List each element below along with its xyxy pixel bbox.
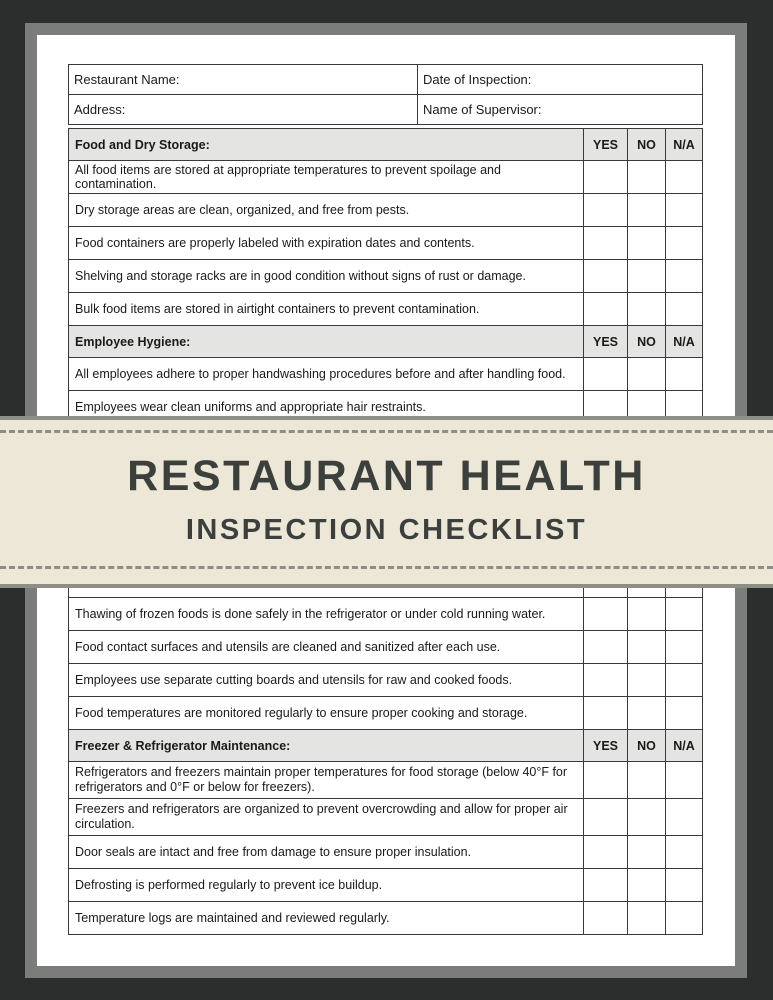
checklist-item-text: Food temperatures are monitored regularly to ensure proper cooking and storage. <box>69 697 584 730</box>
no-checkbox[interactable] <box>628 293 666 326</box>
checklist-item-text: Refrigerators and freezers maintain proper temperatures for food storage (below 40°F for refrigerators and 0°F or below for freezers). <box>69 762 584 799</box>
na-checkbox[interactable] <box>666 869 703 902</box>
na-checkbox[interactable] <box>666 836 703 869</box>
yes-header: YES <box>584 129 628 161</box>
na-checkbox[interactable] <box>666 194 703 227</box>
yes-checkbox[interactable] <box>584 194 628 227</box>
yes-checkbox[interactable] <box>584 664 628 697</box>
banner-dashed-line-bottom <box>0 566 773 569</box>
no-checkbox[interactable] <box>628 161 666 194</box>
na-header: N/A <box>666 326 703 358</box>
checklist-row <box>69 799 703 836</box>
na-checkbox[interactable] <box>666 664 703 697</box>
banner-title-line1: RESTAURANT HEALTH <box>127 452 646 500</box>
checklist-item-text: Defrosting is performed regularly to prevent ice buildup. <box>69 869 584 902</box>
section-header-freezer <box>69 730 703 762</box>
no-checkbox[interactable] <box>628 598 666 631</box>
checklist-item-text: Temperature logs are maintained and reviewed regularly. <box>69 902 584 935</box>
address-field[interactable]: Address: <box>69 95 418 125</box>
no-checkbox[interactable] <box>628 799 666 836</box>
checklist-item-text: Food containers are properly labeled with expiration dates and contents. <box>69 227 584 260</box>
checklist-item-text: All food items are stored at appropriate temperatures to prevent spoilage and contamination. <box>69 161 584 194</box>
yes-header: YES <box>584 730 628 762</box>
na-header: N/A <box>666 730 703 762</box>
no-checkbox[interactable] <box>628 664 666 697</box>
checklist-table-top <box>68 128 703 424</box>
checklist-item-text: Employees use separate cutting boards and utensils for raw and cooked foods. <box>69 664 584 697</box>
yes-checkbox[interactable] <box>584 260 628 293</box>
no-header: NO <box>628 129 666 161</box>
checklist-row <box>69 869 703 902</box>
na-checkbox[interactable] <box>666 902 703 935</box>
checklist-row <box>69 194 703 227</box>
section-title: Employee Hygiene: <box>69 326 584 358</box>
checklist-row <box>69 227 703 260</box>
checklist-row <box>69 697 703 730</box>
inspection-header-table <box>68 64 703 125</box>
yes-checkbox[interactable] <box>584 293 628 326</box>
yes-checkbox[interactable] <box>584 869 628 902</box>
na-checkbox[interactable] <box>666 598 703 631</box>
checklist-item-text: Door seals are intact and free from damage to ensure proper insulation. <box>69 836 584 869</box>
na-checkbox[interactable] <box>666 631 703 664</box>
no-checkbox[interactable] <box>628 194 666 227</box>
yes-checkbox[interactable] <box>584 836 628 869</box>
no-header: NO <box>628 326 666 358</box>
yes-checkbox[interactable] <box>584 631 628 664</box>
no-checkbox[interactable] <box>628 260 666 293</box>
yes-checkbox[interactable] <box>584 161 628 194</box>
checklist-item-text: Freezers and refrigerators are organized to prevent overcrowding and allow for proper air circulation. <box>69 799 584 836</box>
na-checkbox[interactable] <box>666 260 703 293</box>
checklist-item-text: Food contact surfaces and utensils are cleaned and sanitized after each use. <box>69 631 584 664</box>
checklist-item-text: Shelving and storage racks are in good condition without signs of rust or damage. <box>69 260 584 293</box>
date-of-inspection-field[interactable]: Date of Inspection: <box>418 65 703 95</box>
title-banner <box>0 416 773 588</box>
checklist-row <box>69 762 703 799</box>
checklist-row <box>69 260 703 293</box>
checklist-row <box>69 836 703 869</box>
yes-checkbox[interactable] <box>584 902 628 935</box>
checklist-item-text: Thawing of frozen foods is done safely in the refrigerator or under cold running water. <box>69 598 584 631</box>
na-checkbox[interactable] <box>666 293 703 326</box>
yes-checkbox[interactable] <box>584 762 628 799</box>
checklist-row <box>69 631 703 664</box>
checklist-row <box>69 598 703 631</box>
checklist-row <box>69 161 703 194</box>
banner-dashed-line-top <box>0 430 773 433</box>
checklist-row <box>69 664 703 697</box>
na-checkbox[interactable] <box>666 799 703 836</box>
na-header: N/A <box>666 129 703 161</box>
checklist-table-middle <box>68 574 703 935</box>
checklist-item-text: All employees adhere to proper handwashing procedures before and after handling food. <box>69 358 584 391</box>
no-header: NO <box>628 730 666 762</box>
section-header-food-storage <box>69 129 703 161</box>
na-checkbox[interactable] <box>666 697 703 730</box>
no-checkbox[interactable] <box>628 227 666 260</box>
yes-checkbox[interactable] <box>584 227 628 260</box>
checklist-row <box>69 902 703 935</box>
checklist-item-text: Employees wear clean uniforms and appropriate hair restraints. <box>69 391 584 424</box>
section-title: Food and Dry Storage: <box>69 129 584 161</box>
no-checkbox[interactable] <box>628 631 666 664</box>
checklist-row <box>69 293 703 326</box>
checklist-item-text: Bulk food items are stored in airtight containers to prevent contamination. <box>69 293 584 326</box>
yes-checkbox[interactable] <box>584 598 628 631</box>
banner-title-line2: INSPECTION CHECKLIST <box>185 514 588 546</box>
restaurant-name-field[interactable]: Restaurant Name: <box>69 65 418 95</box>
no-checkbox[interactable] <box>628 836 666 869</box>
na-checkbox[interactable] <box>666 227 703 260</box>
na-checkbox[interactable] <box>666 358 703 391</box>
no-checkbox[interactable] <box>628 902 666 935</box>
supervisor-name-field[interactable]: Name of Supervisor: <box>418 95 703 125</box>
yes-checkbox[interactable] <box>584 358 628 391</box>
yes-header: YES <box>584 326 628 358</box>
checklist-row <box>69 358 703 391</box>
yes-checkbox[interactable] <box>584 697 628 730</box>
no-checkbox[interactable] <box>628 762 666 799</box>
no-checkbox[interactable] <box>628 697 666 730</box>
na-checkbox[interactable] <box>666 161 703 194</box>
checklist-item-text: Dry storage areas are clean, organized, and free from pests. <box>69 194 584 227</box>
na-checkbox[interactable] <box>666 762 703 799</box>
yes-checkbox[interactable] <box>584 799 628 836</box>
section-title: Freezer & Refrigerator Maintenance: <box>69 730 584 762</box>
section-header-employee-hygiene <box>69 326 703 358</box>
no-checkbox[interactable] <box>628 358 666 391</box>
no-checkbox[interactable] <box>628 869 666 902</box>
